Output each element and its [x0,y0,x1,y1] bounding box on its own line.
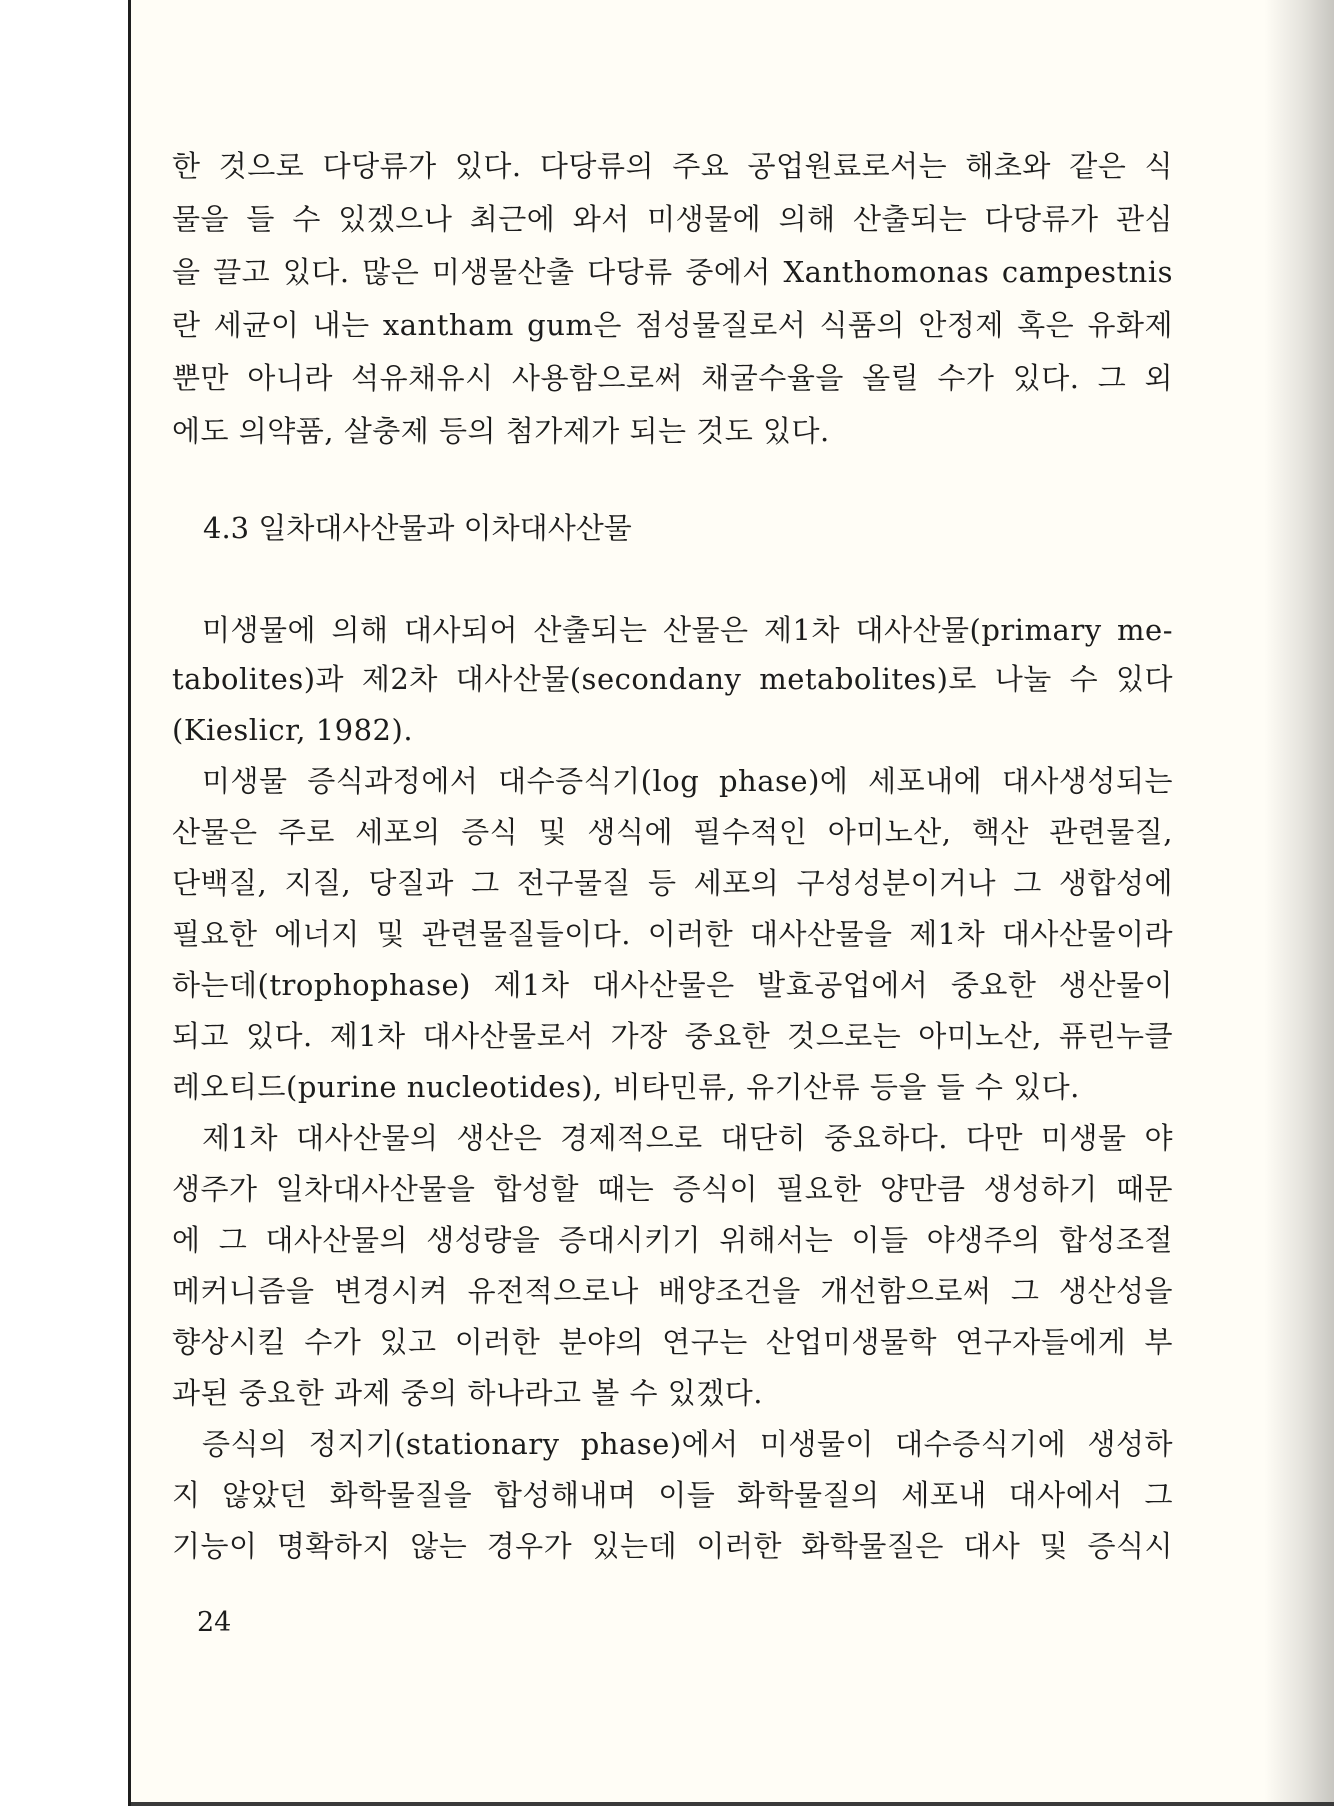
text-line: 뿐만 아니라 석유채유시 사용함으로써 채굴수율을 올릴 수가 있다. 그 외 [172,361,1173,395]
text-line: tabolites)과 제2차 대사산물(secondany metabolites)로 나눌 수 있다 [172,662,1173,696]
text-line: 지 않았던 화학물질을 합성해내며 이들 화학물질의 세포내 대사에서 그 [172,1478,1173,1512]
text-line: 레오티드(purine nucleotides), 비타민류, 유기산류 등을 들 수 있다. [172,1070,1080,1104]
text-line: 기능이 명확하지 않는 경우가 있는데 이러한 화학물질은 대사 및 증식시 [172,1529,1173,1563]
text-line: 물을 들 수 있겠으나 최근에 와서 미생물에 의해 산출되는 다당류가 관심 [172,202,1173,236]
text-line: 한 것으로 다당류가 있다. 다당류의 주요 공업원료로서는 해초와 같은 식 [172,149,1173,183]
text-line: 되고 있다. 제1차 대사산물로서 가장 중요한 것으로는 아미노산, 퓨린누클 [172,1019,1173,1053]
section-heading: 4.3 일차대사산물과 이차대사산물 [203,511,632,545]
text-line: 에도 의약품, 살충제 등의 첨가제가 되는 것도 있다. [172,414,830,448]
text-line: 하는데(trophophase) 제1차 대사산물은 발효공업에서 중요한 생산물이 [172,968,1173,1002]
text-line: 단백질, 지질, 당질과 그 전구물질 등 세포의 구성성분이거나 그 생합성에 [172,866,1173,900]
text-line: 산물은 주로 세포의 증식 및 생식에 필수적인 아미노산, 핵산 관련물질, [172,815,1173,849]
page-number: 24 [197,1607,232,1638]
text-line: 에 그 대사산물의 생성량을 증대시키기 위해서는 이들 야생주의 합성조절 [172,1223,1173,1257]
text-line: 과된 중요한 과제 중의 하나라고 볼 수 있겠다. [172,1376,763,1410]
page-edge [131,1802,1334,1806]
text-line: 미생물 증식과정에서 대수증식기(log phase)에 세포내에 대사생성되는 [202,764,1173,798]
text-line: 증식의 정지기(stationary phase)에서 미생물이 대수증식기에 생성하 [202,1427,1173,1461]
text-line: (Kieslicr, 1982). [172,713,414,747]
text-line: 제1차 대사산물의 생산은 경제적으로 대단히 중요하다. 다만 미생물 야 [202,1121,1173,1155]
text-line: 생주가 일차대사산물을 합성할 때는 증식이 필요한 양만큼 생성하기 때문 [172,1172,1173,1206]
page-shadow [1264,0,1334,1806]
text-line: 란 세균이 내는 xantham gum은 점성물질로서 식품의 안정제 혹은 유화제 [172,308,1173,342]
text-line: 을 끌고 있다. 많은 미생물산출 다당류 중에서 Xanthomonas campestnis [172,255,1173,289]
text-line: 필요한 에너지 및 관련물질들이다. 이러한 대사산물을 제1차 대사산물이라 [172,917,1173,951]
text-line: 메커니즘을 변경시켜 유전적으로나 배양조건을 개선함으로써 그 생산성을 [172,1274,1173,1308]
text-line: 미생물에 의해 대사되어 산출되는 산물은 제1차 대사산물(primary me- [202,613,1173,647]
text-line: 향상시킬 수가 있고 이러한 분야의 연구는 산업미생물학 연구자들에게 부 [172,1325,1173,1359]
